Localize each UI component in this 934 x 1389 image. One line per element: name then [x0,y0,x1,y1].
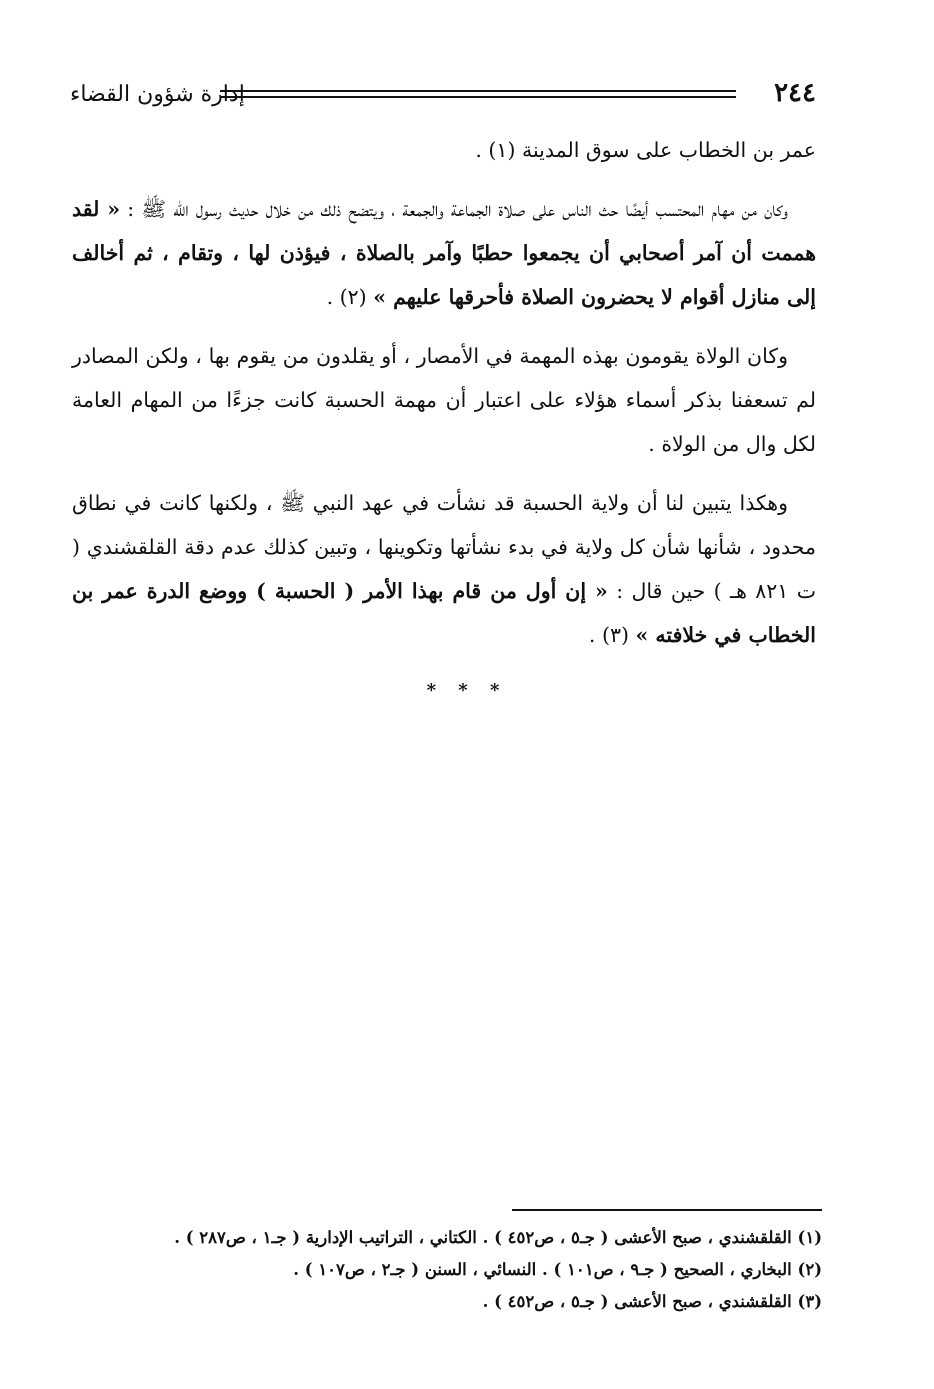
paragraph-2 [72,187,816,319]
paragraph-4 [72,481,816,657]
header-double-rule [220,90,736,98]
paragraph-3-text: وكان الولاة يقومون بهذه المهمة في الأمصار ، أو يقلدون من يقوم بها ، ولكن المصادر لم تسعفنا بذكر أسماء هؤلاء على اعتبار أن مهمة الحسبة كانت جزءًا من المهام العامة لكل وال من الولاة . [72,344,816,456]
paragraph-4-text: وهكذا يتبين لنا أن ولاية الحسبة قد نشأت في عهد النبي ﷺ ، ولكنها كانت في نطاق محدود ، شأنها شأن كل ولاية في بدء نشأتها وتكوينها ، وتبين كذلك عدم دقة القلقشندي ( ت ٨٢١ هـ ) حين قال : [72,491,816,603]
paragraph-3 [72,334,816,466]
running-title: إدارة شؤون القضاء [70,82,245,107]
footnotes [100,1222,822,1318]
footnote-ref-3: (٣) . [588,623,636,647]
paragraph-1 [72,128,816,172]
qalqashandi-quote: « إن أول من قام بهذا الأمر ( الحسبة ) ووضع الدرة عمر بن الخطاب في خلافته » [72,579,816,647]
paragraph-1-text: عمر بن الخطاب على سوق المدينة (١) . [475,138,816,162]
main-text [72,128,816,672]
footnote-2: (٢) البخاري ، الصحيح ( جـ٩ ، ص١٠١ ) . النسائي ، السنن ( جـ٢ ، ص١٠٧ ) . [293,1260,822,1279]
footnote-rule [512,1209,822,1211]
hadith-quote: « لقد هممت أن آمر أصحابي أن يجمعوا حطبًا وآمر بالصلاة ، فيؤذن لها ، وتقام ، ثم أخالف إلى منازل أقوام لا يحضرون الصلاة فأحرقها عليهم » [72,197,816,309]
footnote-1: (١) القلقشندي ، صبح الأعشى ( جـ٥ ، ص٤٥٢ ) . الكتاني ، التراتيب الإدارية ( جـ١ ، ص٢٨٧ ) . [174,1228,822,1247]
footnote-3: (٣) القلقشندي ، صبح الأعشى ( جـ٥ ، ص٤٥٢ ) . [482,1292,822,1311]
footnote-ref-2: (٢) . [326,285,374,309]
page-number: ٢٤٤ [774,78,816,108]
paragraph-2-text: وكان من مهام المحتسب أيضًا حث الناس على صلاة الجماعة والجمعة ، ويتضح ذلك من خلال حديث رسول الله ﷺ : [120,197,788,221]
section-separator: * * * [426,680,508,701]
page-header [70,80,816,114]
